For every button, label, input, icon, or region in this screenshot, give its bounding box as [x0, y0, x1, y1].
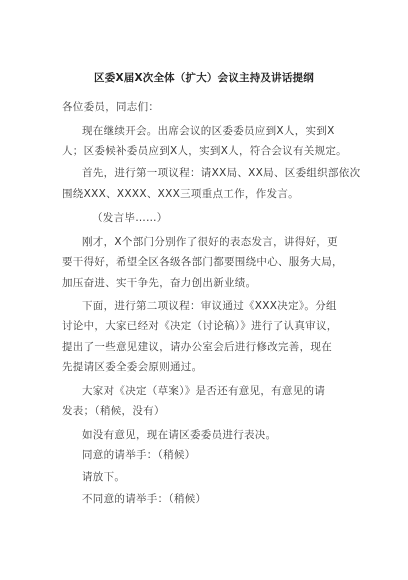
paragraph-line: 要干得好，希望全区各级各部门都要围绕中心、服务大局， — [62, 256, 343, 268]
paragraph-line: 讨论中，大家已经对《决定（讨论稿）》进行了认真审议， — [62, 320, 338, 332]
paragraph-line: 大家对《决定（草案）》是否还有意见，有意见的请 — [82, 385, 326, 397]
paragraph-line: 加压奋进、实干争先，奋力创出新业绩。 — [62, 277, 257, 289]
paragraph-line: 发表；（稍候，没有） — [62, 405, 165, 417]
paragraph-line: 不同意的请举手：（稍候） — [82, 493, 207, 505]
paragraph-line: 刚才，X个部门分别作了很好的表态发言，讲得好，更 — [82, 236, 338, 248]
paragraph-line: 首先，进行第一项议程：请XX局、XX局、区委组织部依次 — [82, 167, 361, 179]
paragraph-line: 同意的请举手：（稍候） — [82, 449, 196, 461]
paragraph-line: 下面，进行第二项议程：审议通过《XXX决定》。分组 — [82, 300, 337, 312]
paragraph-line: （发言毕……） — [92, 212, 168, 224]
paragraph-line: 先提请区委全委会原则通过。 — [62, 361, 203, 373]
paragraph-line: 如没有意见，现在请区委委员进行表决。 — [82, 429, 277, 441]
paragraph-line: 现在继续开会。出席会议的区委委员应到X人，实到X — [82, 125, 335, 137]
paragraph-line: 请放下。 — [82, 471, 126, 483]
paragraph-line: 各位委员，同志们： — [62, 101, 160, 113]
document-title: 区委X届X次全体（扩大）会议主持及讲话提纲 — [94, 72, 314, 84]
paragraph-line: 提出了一些意见建议，请办公室会后进行修改完善，现在 — [62, 341, 332, 353]
paragraph-line: 围绕XXX、XXXX、XXX三项重点工作，作发言。 — [62, 188, 299, 200]
paragraph-line: 人；区委候补委员应到X人，实到X人，符合会议有关规定。 — [62, 145, 347, 157]
